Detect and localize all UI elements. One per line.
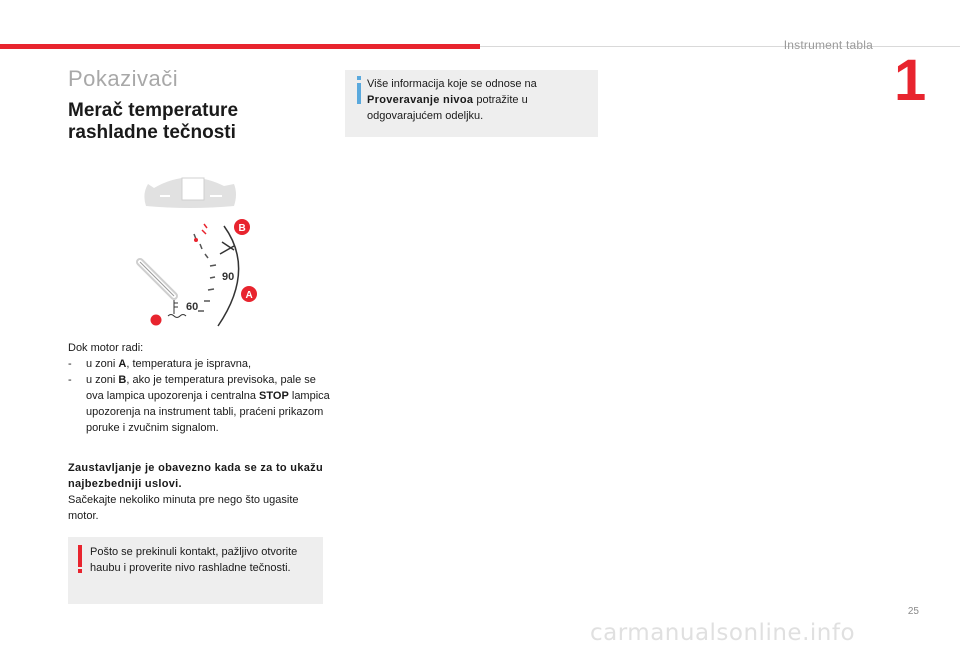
- intro-text: Dok motor radi:: [68, 342, 144, 354]
- zone-b-item: [68, 372, 330, 436]
- page-number: 25: [907, 606, 919, 617]
- gauge-diagram: [130, 170, 270, 335]
- info-icon: [357, 76, 361, 80]
- zone-b-prefix: u zoni: [86, 374, 119, 386]
- zone-a-key: A: [118, 358, 127, 370]
- info-bold: Proveravanje nivoa: [367, 94, 474, 106]
- instructions-body: [68, 340, 330, 436]
- zone-b-text-end: lampica upozorenja na instrument tabli, praćeni prikazom poruke i zvučnim signalom.: [86, 390, 330, 434]
- stop-key: STOP: [259, 390, 289, 402]
- header-rule: [480, 46, 960, 47]
- page-title: Merač temperature rashladne tečnosti: [68, 100, 239, 143]
- bullet-dash: -: [68, 374, 72, 386]
- watermark[interactable]: carmanualsonline.info: [590, 620, 856, 646]
- info-text: [367, 76, 592, 124]
- gauge-90-mark: 90: [222, 271, 235, 283]
- warning-lamp-icon: [151, 315, 162, 326]
- warning-box: [68, 537, 323, 604]
- zone-a-prefix: u zoni: [86, 358, 119, 370]
- zone-b-key: B: [118, 374, 127, 386]
- gauge-illustration: [130, 170, 270, 335]
- info-suffix: potražite u odgovarajućem odeljku.: [367, 94, 528, 122]
- zone-list: [68, 356, 330, 436]
- chapter-number: 1: [894, 48, 927, 113]
- gauge-red-ticks: [202, 224, 207, 234]
- stop-text: Sačekajte nekoliko minuta pre nego što ugasite motor.: [68, 494, 299, 522]
- gauge-60-mark: 60: [186, 301, 199, 313]
- gauge-needle-icon: [140, 262, 174, 296]
- warning-icon-dot: [78, 569, 82, 573]
- zone-b-label: B: [238, 223, 246, 234]
- zone-a-text: , temperatura je ispravna,: [126, 358, 252, 370]
- bullet-dash: -: [68, 358, 72, 370]
- zone-b-text: , ako je temperatura previsoka, pale se ova lampica upozorenja i centralna: [86, 374, 316, 402]
- stop-instruction: [68, 460, 330, 524]
- section-name: Instrument tabla: [783, 38, 873, 52]
- warning-icon: [78, 545, 82, 567]
- info-icon-bar: [357, 83, 361, 104]
- stop-bold-text: Zaustavljanje je obavezno kada se za to ukažu najbezbedniji uslovi.: [68, 462, 323, 490]
- info-prefix: Više informacija koje se odnose na: [367, 78, 537, 90]
- header-accent-bar: [0, 44, 480, 49]
- zone-a-item: [68, 356, 330, 372]
- coolant-temperature-icon: [168, 300, 186, 318]
- warning-text: Pošto se prekinuli kontakt, pažljivo otvorite haubu i proverite nivo rashladne tečnosti.: [90, 546, 298, 574]
- dashboard-cluster-icon: [144, 177, 236, 208]
- zone-a-label: A: [245, 290, 253, 301]
- info-box: [345, 70, 598, 137]
- category-heading: Pokazivači: [68, 66, 179, 91]
- gauge-ticks: [194, 234, 216, 311]
